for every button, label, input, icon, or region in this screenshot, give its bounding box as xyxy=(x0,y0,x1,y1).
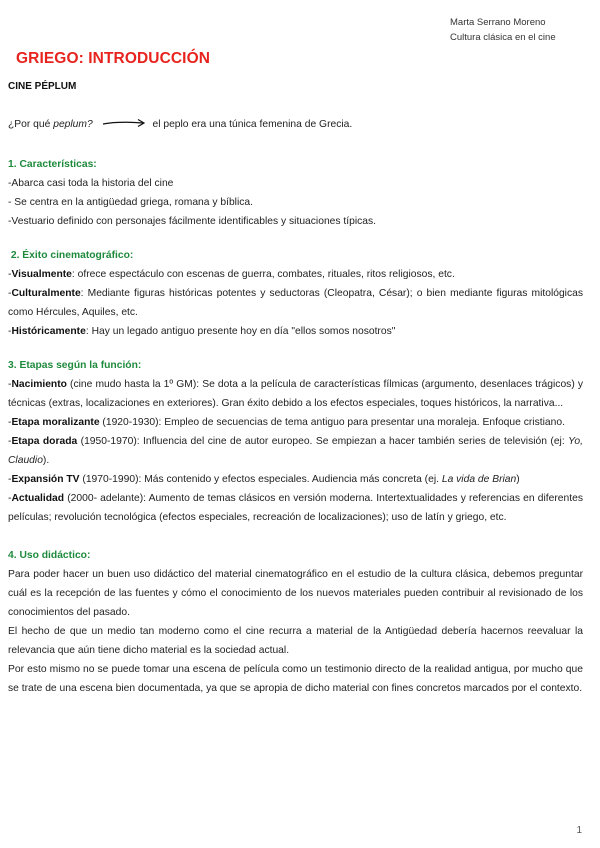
list-item: - Se centra en la antigüedad griega, romana y bíblica. xyxy=(8,197,253,208)
document-subtitle: CINE PÉPLUM xyxy=(8,81,77,92)
section-heading: 2. Éxito cinematográfico: xyxy=(8,250,134,261)
item-italic: La vida de Brian xyxy=(441,474,517,485)
paragraph: Para poder hacer un buen uso didáctico del material cinematográfico en el estudio de la cultura clásica, debemos preguntar cuál es la recepción de las fuentes y cómo el conocimiento de los nuevos materiales pueden contribuir al revisionado de los conocimientos del pasado. xyxy=(8,569,583,618)
arrow-right-icon xyxy=(102,118,146,131)
item-term: Etapa moralizante xyxy=(11,417,100,428)
section-uso-didactico xyxy=(8,542,583,698)
item-text: : Mediante figuras históricas potentes y seductoras (Cleopatra, César); o bien mediante figuras mitológicas como Hércules, Aquiles, etc. xyxy=(8,288,583,318)
item-term: Visualmente xyxy=(11,269,72,280)
paragraph: El hecho de que un medio tan moderno como el cine recurra a material de la Antigüedad debería hacernos reevaluar la relevancia que aún tiene dicho material es la sociedad actual. xyxy=(8,626,583,656)
item-text: (cine mudo hasta la 1º GM): Se dota a la película de características fílmicas (argumento, desenlaces trágicos) y técnicas (extras, localizaciones en exteriores). Gran éxito debido a los efectos especiales, toques históricos, la narrativa... xyxy=(8,379,583,409)
list-item: -Abarca casi toda la historia del cine xyxy=(8,178,174,189)
list-item: -Vestuario definido con personajes fácilmente identificables y situaciones típicas. xyxy=(8,216,377,227)
question-start: ¿Por qué xyxy=(8,119,54,131)
peplum-question xyxy=(8,118,352,131)
list-item: -Nacimiento (cine mudo hasta la 1º GM): Se dota a la película de características fílmicas (argumento, desenlaces trágicos) y técnicas (extras, localizaciones en exteriores). Gran éxito debido a los efectos especiales, toques históricos, la narrativa... xyxy=(8,379,583,409)
course-name: Cultura clásica en el cine xyxy=(450,32,556,43)
item-tail: ). xyxy=(42,455,50,466)
item-text: (1970-1990): Más contenido y efectos especiales. Audiencia más concreta (ej. xyxy=(79,474,442,485)
item-term: Expansión TV xyxy=(11,474,80,485)
section-caracteristicas xyxy=(8,155,583,231)
item-term: Nacimiento xyxy=(11,379,67,390)
item-text: : ofrece espectáculo con escenas de guerra, combates, rituales, ritos religiosos, etc. xyxy=(71,269,455,280)
page-number: 1 xyxy=(576,825,582,836)
page-header xyxy=(450,15,580,45)
list-item: -Visualmente: ofrece espectáculo con escenas de guerra, combates, rituales, ritos religiosos, etc. xyxy=(8,269,455,280)
list-item: -Actualidad (2000- adelante): Aumento de temas clásicos en versión moderna. Intertextualidades y referencias en diferentes películas; revolución tecnológica (efectos especiales, recreación de localizaciones); uso de latín y griego, etc. xyxy=(8,493,583,523)
list-item: -Etapa dorada (1950-1970): Influencia del cine de autor europeo. Se empiezan a hacer también series de televisión (ej: Yo, Claudio). xyxy=(8,436,583,466)
list-item: -Históricamente: Hay un legado antiguo presente hoy en día "ellos somos nosotros" xyxy=(8,326,396,337)
item-italic: Yo, Claudio xyxy=(8,436,583,466)
section-heading: 3. Etapas según la función: xyxy=(8,360,142,371)
item-term: Actualidad xyxy=(11,493,65,504)
section-heading: 1. Características: xyxy=(8,159,97,170)
document-body xyxy=(8,155,583,713)
document-title: GRIEGO: INTRODUCCIÓN xyxy=(16,50,211,67)
item-text: (1920-1930): Empleo de secuencias de tema antiguo para presentar una moraleja. Enfoque cristiano. xyxy=(99,417,565,428)
section-etapas xyxy=(8,356,583,527)
item-text: : Hay un legado antiguo presente hoy en día "ellos somos nosotros" xyxy=(85,326,396,337)
item-tail: ) xyxy=(516,474,520,485)
item-term: Etapa dorada xyxy=(11,436,78,447)
item-text: (1950-1970): Influencia del cine de autor europeo. Se empiezan a hacer también series de televisión (ej: xyxy=(77,436,569,447)
section-exito xyxy=(8,246,583,341)
question-term: peplum? xyxy=(53,119,93,131)
paragraph: Por esto mismo no se puede tomar una escena de película como un testimonio directo de la realidad antigua, por mucho que se trate de una escena bien documentada, ya que se apropia de dicho material con fines concretos marcados por el contexto. xyxy=(8,664,583,694)
list-item: -Etapa moralizante (1920-1930): Empleo de secuencias de tema antiguo para presentar una moraleja. Enfoque cristiano. xyxy=(8,417,565,428)
item-term: Culturalmente xyxy=(11,288,81,299)
item-term: Históricamente xyxy=(11,326,86,337)
list-item: -Expansión TV (1970-1990): Más contenido y efectos especiales. Audiencia más concreta (ej. La vida de Brian) xyxy=(8,474,520,485)
list-item: -Culturalmente: Mediante figuras históricas potentes y seductoras (Cleopatra, César); o bien mediante figuras mitológicas como Hércules, Aquiles, etc. xyxy=(8,288,583,318)
section-heading: 4. Uso didáctico: xyxy=(8,550,91,561)
question-answer: el peplo era una túnica femenina de Grecia. xyxy=(152,119,353,131)
author-name: Marta Serrano Moreno xyxy=(450,17,546,28)
item-text: (2000- adelante): Aumento de temas clásicos en versión moderna. Intertextualidades y referencias en diferentes películas; revolución tecnológica (efectos especiales, recreación de localizaciones); uso de latín y griego, etc. xyxy=(8,493,583,523)
